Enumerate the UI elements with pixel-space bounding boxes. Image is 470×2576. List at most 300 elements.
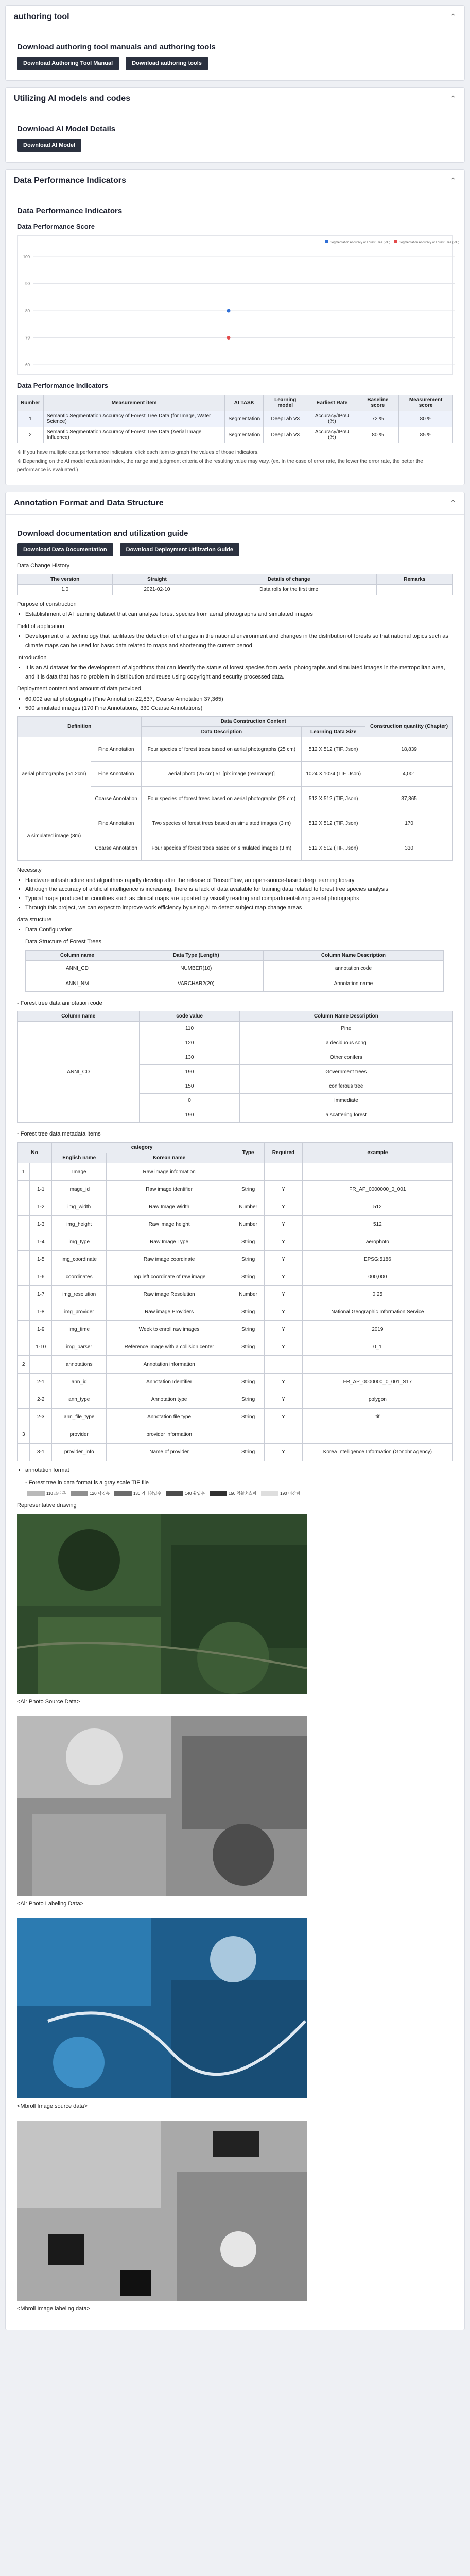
cell: Accuracy/IPoU (%) <box>307 411 357 427</box>
cell: Number <box>232 1286 264 1303</box>
section-heading: Download documentation and utilization guide <box>17 529 188 538</box>
col-header: category <box>52 1143 232 1153</box>
cell: VARCHAR2(20) <box>129 976 263 991</box>
cell: String <box>232 1251 264 1268</box>
cell: String <box>232 1268 264 1286</box>
download-doc-button[interactable]: Download Data Documentation <box>17 543 113 556</box>
performance-chart-svg <box>18 236 464 374</box>
field-title: Field of application <box>17 623 64 630</box>
cell: Y <box>265 1216 302 1233</box>
cell: String <box>232 1321 264 1338</box>
table-row[interactable] <box>18 1321 453 1338</box>
cell: Semantic Segmentation Accuracy of Forest Tree Data (Aerial Image Influence) <box>43 427 225 443</box>
col-header: AI TASK <box>225 395 264 411</box>
y-tick-label: 80 <box>25 309 30 313</box>
cell: 190 <box>140 1108 239 1123</box>
cell: Y <box>265 1444 302 1461</box>
chevron-up-icon[interactable]: ⌃ <box>450 176 456 184</box>
cell: Four species of forest trees based on aerial photographs (25 cm) <box>142 787 302 811</box>
cell: Top left coordinate of raw image <box>107 1268 232 1286</box>
ai-model-section <box>5 87 465 163</box>
legend-swatch-1 <box>325 240 328 243</box>
cell: 80 % <box>399 411 453 427</box>
table-row[interactable] <box>18 1286 453 1303</box>
cell: DeepLab V3 <box>264 427 307 443</box>
cell: 2019 <box>302 1321 452 1338</box>
cell: Y <box>265 1233 302 1251</box>
col-header: Required <box>265 1143 302 1163</box>
purpose-title: Purpose of construction <box>17 601 77 607</box>
cell: polygon <box>302 1391 452 1409</box>
field-item: • Development of a technology that facilitates the detection of changes in the national environment and changes in the distribution of forests so that national topics such as climate maps can be used for basic data related to maps and shortening the current period <box>25 632 453 650</box>
table-row[interactable] <box>18 1251 453 1268</box>
cell: Annotation name <box>263 976 443 991</box>
cell: String <box>232 1181 264 1198</box>
cell: 2-1 <box>30 1374 52 1391</box>
data-point-1[interactable] <box>227 309 231 313</box>
performance-chart <box>17 235 460 375</box>
purpose-item: • Establishment of AI learning dataset that can analyze forest species from aerial photographs and simulated images <box>25 610 453 619</box>
cell <box>30 1426 52 1444</box>
cell: Raw Image Width <box>107 1198 232 1216</box>
cell: 1-1 <box>30 1181 52 1198</box>
cell: provider <box>52 1426 107 1444</box>
palette-label: 190 비산림 <box>280 1491 300 1496</box>
cell: annotation code <box>263 960 443 976</box>
code-title: - Forest tree data annotation code <box>17 999 102 1006</box>
cell: Y <box>265 1181 302 1198</box>
annotation-format-title: • annotation format <box>25 1466 453 1476</box>
cell: Number <box>232 1216 264 1233</box>
history-table <box>17 574 453 595</box>
col-header: Construction quantity (Chapter) <box>365 717 453 737</box>
download-guide-button[interactable]: Download Deployment Utilization Guide <box>120 543 239 556</box>
palette-label: 120 낙엽송 <box>90 1491 110 1496</box>
cell: 2 <box>18 1356 30 1374</box>
cell: Immediate <box>239 1094 452 1108</box>
col-header: No <box>18 1143 52 1163</box>
cell <box>18 1303 30 1321</box>
caption: <Mbroll Image labeling data> <box>17 2305 90 2312</box>
cell: 85 % <box>399 427 453 443</box>
cell: 512 X 512 (TIF, Json) <box>302 787 365 811</box>
table-row[interactable] <box>18 1338 453 1356</box>
cell: String <box>232 1303 264 1321</box>
table-row[interactable] <box>18 1356 453 1374</box>
annotation-section <box>5 492 465 2330</box>
section-title: Annotation Format and Data Structure <box>14 498 164 507</box>
cell: 0_1 <box>302 1338 452 1356</box>
col-header: Column name <box>18 1011 140 1022</box>
cell: 150 <box>140 1079 239 1094</box>
download-manual-button[interactable]: Download Authoring Tool Manual <box>17 57 119 70</box>
cell: ANNI_NM <box>26 976 129 991</box>
cell <box>302 1426 452 1444</box>
table-row[interactable] <box>18 1181 453 1198</box>
cell: Y <box>265 1251 302 1268</box>
cell: Y <box>265 1321 302 1338</box>
cell: 000,000 <box>302 1268 452 1286</box>
cell: img_parser <box>52 1338 107 1356</box>
col-header: Korean name <box>107 1153 232 1163</box>
cell: Four species of forest trees based on aerial photographs (25 cm) <box>142 737 302 762</box>
metadata-table <box>17 1142 453 1461</box>
annotation-format-desc: - Forest tree in data format is a gray scale TIF file <box>25 1479 149 1486</box>
cell <box>18 1338 30 1356</box>
cell: Coarse Annotation <box>91 836 142 861</box>
caption: <Air Photo Labeling Data> <box>17 1901 84 1907</box>
cell: Raw image Providers <box>107 1303 232 1321</box>
cell: img_type <box>52 1233 107 1251</box>
cell: 1-2 <box>30 1198 52 1216</box>
table-row[interactable] <box>18 1426 453 1444</box>
col-header: Measurement item <box>43 395 225 411</box>
cell: img_resolution <box>52 1286 107 1303</box>
cell: img_height <box>52 1216 107 1233</box>
cell: 1-4 <box>30 1233 52 1251</box>
cell: Semantic Segmentation Accuracy of Forest Tree Data (for Image, Water Science) <box>43 411 225 427</box>
chevron-up-icon[interactable]: ⌃ <box>450 499 456 507</box>
cell <box>232 1356 264 1374</box>
cell: img_width <box>52 1198 107 1216</box>
cell: a simulated image (3m) <box>18 811 91 861</box>
cell <box>18 1216 30 1233</box>
cell: 37,365 <box>365 787 453 811</box>
aerial-source-image <box>17 1514 307 1694</box>
cell: annotations <box>52 1356 107 1374</box>
cell <box>232 1163 264 1181</box>
cell: 3 <box>18 1426 30 1444</box>
table-row[interactable] <box>18 1198 453 1216</box>
cell: Raw image Resolution <box>107 1286 232 1303</box>
cell: String <box>232 1409 264 1426</box>
cell: FR_AP_0000000_0_001_S17 <box>302 1374 452 1391</box>
cell: Number <box>232 1198 264 1216</box>
color-palette <box>27 1490 453 1496</box>
ds-item: • Data Configuration <box>25 926 453 935</box>
cell: Fine Annotation <box>91 811 142 836</box>
cell: image_id <box>52 1181 107 1198</box>
cell: DeepLab V3 <box>264 411 307 427</box>
cell: ann_id <box>52 1374 107 1391</box>
cell: ANNI_CD <box>18 1022 140 1123</box>
data-point-2[interactable] <box>227 336 231 340</box>
cell: String <box>232 1374 264 1391</box>
col-header: code value <box>140 1011 239 1022</box>
cell <box>302 1356 452 1374</box>
representative-title: Representative drawing <box>17 1502 77 1509</box>
cell <box>18 1181 30 1198</box>
palette-swatch <box>114 1491 132 1496</box>
cell: Y <box>265 1303 302 1321</box>
cell: Coarse Annotation <box>91 787 142 811</box>
cell: coniferous tree <box>239 1079 452 1094</box>
cell <box>18 1391 30 1409</box>
cell: Raw image coordinate <box>107 1251 232 1268</box>
cell: 1024 X 1024 (TIF, Json) <box>302 762 365 787</box>
cell: img_coordinate <box>52 1251 107 1268</box>
palette-swatch <box>166 1491 183 1496</box>
palette-label: 130 기타침엽수 <box>133 1491 162 1496</box>
cell: Y <box>265 1374 302 1391</box>
cell: 1-10 <box>30 1338 52 1356</box>
caption: <Air Photo Source Data> <box>17 1698 80 1705</box>
download-ai-model-button[interactable]: Download AI Model <box>17 139 81 152</box>
cell: 512 <box>302 1216 452 1233</box>
cell: Raw image information <box>107 1163 232 1181</box>
y-tick-label: 100 <box>23 255 30 259</box>
col-header: Straight <box>113 574 201 584</box>
col-header: Remarks <box>376 574 452 584</box>
cell <box>18 1374 30 1391</box>
cell: 170 <box>365 811 453 836</box>
cell: National Geographic Information Service <box>302 1303 452 1321</box>
table-title: Data Performance Indicators <box>17 382 109 389</box>
deploy-title: Deployment content and amount of data provided <box>17 686 141 692</box>
col-header: Data Construction Content <box>142 717 365 727</box>
cell: aerial photography (51.2cm) <box>18 737 91 811</box>
cell: 2-3 <box>30 1409 52 1426</box>
palette-label: 150 침활혼효림 <box>228 1491 257 1496</box>
legend-label-1: Segmentation Accuracy of Forest Tree (IoU) <box>330 241 391 244</box>
necessity-item: • Through this project, we can expect to improve work efficiency by using AI to detect subject map change areas <box>25 904 453 913</box>
section-header[interactable] <box>6 6 464 28</box>
col-header: Column Name Description <box>239 1011 452 1022</box>
cell: Y <box>265 1268 302 1286</box>
data-structure-title: data structure <box>17 917 52 923</box>
cell <box>18 1251 30 1268</box>
section-title: Utilizing AI models and codes <box>14 94 131 103</box>
cell: tif <box>302 1409 452 1426</box>
cell: 2 <box>18 427 44 443</box>
table-row[interactable] <box>18 1216 453 1233</box>
cell: 4,001 <box>365 762 453 787</box>
chart-title: Data Performance Score <box>17 223 95 230</box>
chevron-up-icon[interactable]: ⌃ <box>450 12 456 21</box>
cell: 1-5 <box>30 1251 52 1268</box>
cell: aerial photo (25 cm) 51 [pix image (rearrange)] <box>142 762 302 787</box>
cell: String <box>232 1338 264 1356</box>
col-header: Column name <box>26 950 129 960</box>
necessity-item: • Hardware infrastructure and algorithms rapidly develop after the release of TensorFlow, an open-source-based deep learning library <box>25 876 453 886</box>
chevron-up-icon[interactable]: ⌃ <box>450 94 456 103</box>
necessity-title: Necessity <box>17 867 42 874</box>
cell: Segmentation <box>225 411 264 427</box>
section-header[interactable] <box>6 88 464 110</box>
ds-subtitle: Data Structure of Forest Trees <box>25 939 101 945</box>
code-table <box>17 1011 453 1123</box>
cell <box>18 1286 30 1303</box>
cell: Fine Annotation <box>91 737 142 762</box>
cell: 512 X 512 (TIF, Json) <box>302 737 365 762</box>
cell: Raw image height <box>107 1216 232 1233</box>
col-header: example <box>302 1143 452 1163</box>
cell: Reference image with a collision center <box>107 1338 232 1356</box>
cell: 1.0 <box>18 584 113 595</box>
cell: Y <box>265 1198 302 1216</box>
section-heading: Download AI Model Details <box>17 125 116 133</box>
cell <box>30 1356 52 1374</box>
col-header: Baseline score <box>357 395 399 411</box>
cell: 1 <box>18 411 44 427</box>
palette-swatch <box>71 1491 88 1496</box>
metadata-title: - Forest tree data metadata items <box>17 1131 101 1138</box>
chart-legend[interactable] <box>325 240 459 244</box>
table-row[interactable] <box>18 1163 453 1181</box>
cell: FR_AP_0000000_0_001 <box>302 1181 452 1198</box>
cell: Y <box>265 1391 302 1409</box>
section-heading: Data Performance Indicators <box>17 207 123 215</box>
cell <box>265 1426 302 1444</box>
cell: Image <box>52 1163 107 1181</box>
col-header: English name <box>52 1153 107 1163</box>
cell: aerophoto <box>302 1233 452 1251</box>
cell: 2021-02-10 <box>113 584 201 595</box>
performance-section <box>5 169 465 485</box>
y-tick-label: 70 <box>25 335 30 341</box>
section-heading: Download authoring tool manuals and authoring tools <box>17 43 216 52</box>
cell <box>18 1233 30 1251</box>
cell: 80 % <box>357 427 399 443</box>
col-header: Measurement score <box>399 395 453 411</box>
cell: 0.25 <box>302 1286 452 1303</box>
cell: a deciduous song <box>239 1036 452 1050</box>
section-header[interactable] <box>6 170 464 192</box>
y-tick-label: 60 <box>25 363 30 367</box>
cell: Y <box>265 1338 302 1356</box>
cell: ann_type <box>52 1391 107 1409</box>
col-header: Data Description <box>142 727 302 737</box>
col-header: Number <box>18 395 44 411</box>
table-row[interactable] <box>18 411 453 427</box>
section-header[interactable] <box>6 492 464 515</box>
y-tick-label: 90 <box>25 281 30 286</box>
note: ※ If you have multiple data performance indicators, click each item to graph the values of those indicators. <box>17 450 259 455</box>
cell <box>18 1198 30 1216</box>
cell: String <box>232 1444 264 1461</box>
cell: 512 X 512 (TIF, Json) <box>302 836 365 861</box>
cell: 1 <box>18 1163 30 1181</box>
cell: Y <box>265 1409 302 1426</box>
structure-table <box>25 950 444 992</box>
table-row[interactable] <box>18 1233 453 1251</box>
aerial-label-image <box>17 1716 307 1896</box>
cell: 2-2 <box>30 1391 52 1409</box>
construction-table <box>17 716 453 861</box>
col-header: Details of change <box>201 574 376 584</box>
history-title: Data Change History <box>17 563 70 569</box>
cell: 512 X 512 (TIF, Json) <box>302 811 365 836</box>
cell: 1-7 <box>30 1286 52 1303</box>
table-row[interactable] <box>18 1409 453 1426</box>
intro-item: • It is an AI dataset for the development of algorithms that can identify the status of forest species from aerial photographs and simulated images in the metropolitan area, and it is data that has no problem in distribution and reuse using copyright and security processed data. <box>25 664 453 682</box>
cell: Accuracy/IPoU (%) <box>307 427 357 443</box>
cell: Other conifers <box>239 1050 452 1065</box>
cell <box>265 1356 302 1374</box>
cell: Annotation file type <box>107 1409 232 1426</box>
cell: Annotation information <box>107 1356 232 1374</box>
cell: provider_info <box>52 1444 107 1461</box>
cell: 130 <box>140 1050 239 1065</box>
table-row[interactable] <box>18 1303 453 1321</box>
cell: EPSG:5186 <box>302 1251 452 1268</box>
cell: 1-3 <box>30 1216 52 1233</box>
cell: 190 <box>140 1065 239 1079</box>
palette-swatch <box>27 1491 45 1496</box>
cell <box>18 1321 30 1338</box>
cell: String <box>232 1391 264 1409</box>
cell: img_time <box>52 1321 107 1338</box>
cell: ann_file_type <box>52 1409 107 1426</box>
palette-label: 140 활엽수 <box>185 1491 205 1496</box>
section-title: Data Performance Indicators <box>14 176 126 185</box>
cell: 120 <box>140 1036 239 1050</box>
cell <box>30 1163 52 1181</box>
table-row[interactable] <box>18 1268 453 1286</box>
simulated-source-image <box>17 1918 307 2098</box>
cell: Raw Image Type <box>107 1233 232 1251</box>
cell <box>18 1268 30 1286</box>
col-header: Definition <box>18 717 142 737</box>
cell: Data rolls for the first time <box>201 584 376 595</box>
table-row[interactable] <box>18 427 453 443</box>
cell: 18,839 <box>365 737 453 762</box>
table-row[interactable] <box>18 1444 453 1461</box>
cell: 0 <box>140 1094 239 1108</box>
palette-swatch <box>210 1491 227 1496</box>
cell <box>376 584 452 595</box>
cell: 512 <box>302 1198 452 1216</box>
palette-label: 110 소나무 <box>46 1491 66 1496</box>
note: ※ Depending on the AI model evaluation index, the range and judgment criteria of the resulting value may vary. (ex. In the case of error rate, the lower the error rate, the better the performance is evaluated.) <box>17 459 423 473</box>
cell: Annotation type <box>107 1391 232 1409</box>
deploy-item: • 60,002 aerial photographs (Fine Annotation 22,837, Coarse Annotation 37,365) <box>25 695 453 704</box>
table-row[interactable] <box>18 1391 453 1409</box>
cell: Raw image identifier <box>107 1181 232 1198</box>
cell <box>18 1409 30 1426</box>
cell <box>232 1426 264 1444</box>
cell: 110 <box>140 1022 239 1036</box>
section-title: authoring tool <box>14 12 69 21</box>
legend-swatch-2 <box>394 240 397 243</box>
cell: Fine Annotation <box>91 762 142 787</box>
cell: Two species of forest trees based on simulated images (3 m) <box>142 811 302 836</box>
simulated-label-image <box>17 2121 307 2301</box>
cell: 3-1 <box>30 1444 52 1461</box>
cell: img_provider <box>52 1303 107 1321</box>
col-header: Type <box>232 1143 264 1163</box>
cell: Four species of forest trees based on simulated images (3 m) <box>142 836 302 861</box>
cell: Y <box>265 1286 302 1303</box>
col-header: Learning model <box>264 395 307 411</box>
col-header: Earliest Rate <box>307 395 357 411</box>
col-header: Learning Data Size <box>302 727 365 737</box>
download-tools-button[interactable]: Download authoring tools <box>126 57 208 70</box>
deploy-item: • 500 simulated images (170 Fine Annotations, 330 Coarse Annotations) <box>25 704 453 714</box>
cell: Annotation Identifier <box>107 1374 232 1391</box>
cell: Pine <box>239 1022 452 1036</box>
cell: a scattering forest <box>239 1108 452 1123</box>
cell: Korea Intelligence Information (Gonohr Agency) <box>302 1444 452 1461</box>
cell: Week to enroll raw images <box>107 1321 232 1338</box>
cell: Government trees <box>239 1065 452 1079</box>
cell: 330 <box>365 836 453 861</box>
cell <box>18 1444 30 1461</box>
cell: coordinates <box>52 1268 107 1286</box>
palette-swatch <box>261 1491 278 1496</box>
table-row[interactable] <box>18 1374 453 1391</box>
cell: 72 % <box>357 411 399 427</box>
